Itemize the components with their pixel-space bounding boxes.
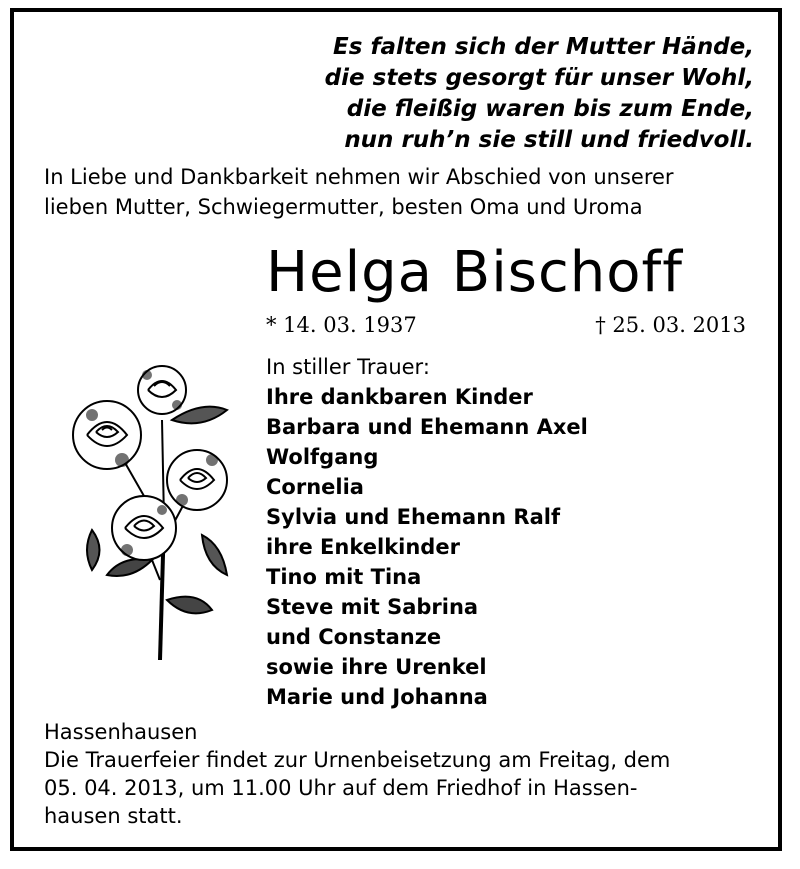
mourner-line: Ihre dankbaren Kinder — [266, 385, 533, 409]
intro-line: In Liebe und Dankbarkeit nehmen wir Abschied von unserer — [44, 165, 674, 189]
intro-text — [44, 162, 764, 222]
notice-line: hausen statt. — [44, 804, 183, 828]
notice-line: Die Trauerfeier findet zur Urnenbeisetzung am Freitag, dem — [44, 748, 671, 772]
notice-line: 05. 04. 2013, um 11.00 Uhr auf dem Friedhof in Hassen- — [44, 776, 638, 800]
mourner-line: Cornelia — [266, 475, 364, 499]
rose-bouquet-illustration — [52, 360, 232, 660]
poem-line: nun ruh’n sie still und friedvoll. — [344, 127, 754, 153]
intro-line: lieben Mutter, Schwiegermutter, besten Oma und Uroma — [44, 195, 643, 219]
birth-date: * 14. 03. 1937 — [266, 313, 417, 337]
mourner-line: Sylvia und Ehemann Ralf — [266, 505, 561, 529]
mourner-line: Steve mit Sabrina — [266, 595, 479, 619]
mourner-line: Marie und Johanna — [266, 685, 488, 709]
mourners-heading: In stiller Trauer: — [266, 355, 430, 379]
mourner-line: Tino mit Tina — [266, 565, 422, 589]
mourner-line: Wolfgang — [266, 445, 379, 469]
obituary-frame — [10, 8, 782, 851]
poem — [325, 32, 754, 156]
poem-line: die stets gesorgt für unser Wohl, — [324, 65, 754, 91]
mourner-line: ihre Enkelkinder — [266, 535, 460, 559]
funeral-notice — [44, 718, 774, 830]
poem-line: Es falten sich der Mutter Hände, — [333, 34, 754, 60]
mourner-line: Barbara und Ehemann Axel — [266, 415, 588, 439]
mourners-list — [266, 352, 588, 712]
mourner-line: und Constanze — [266, 625, 442, 649]
poem-line: die fleißig waren bis zum Ende, — [346, 96, 754, 122]
mourner-line: sowie ihre Urenkel — [266, 655, 487, 679]
deceased-name: Helga Bischoff — [266, 240, 683, 305]
death-date: † 25. 03. 2013 — [595, 313, 746, 337]
place-name: Hassenhausen — [44, 720, 198, 744]
